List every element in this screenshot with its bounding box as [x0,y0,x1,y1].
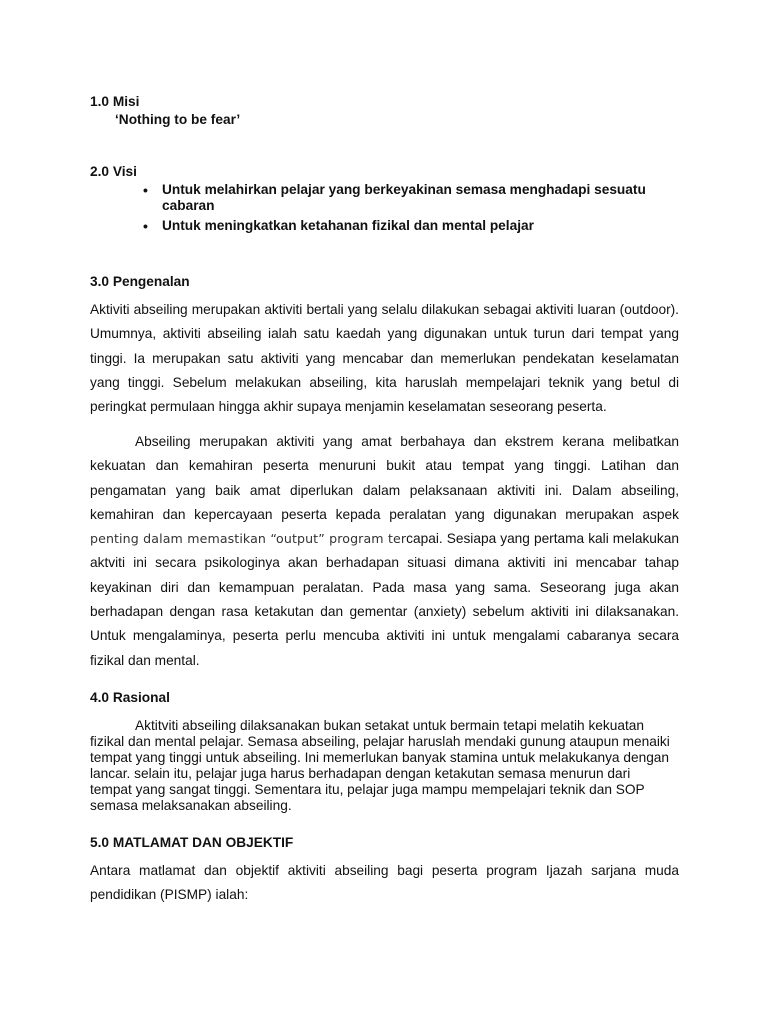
pengenalan-paragraph-2 [90,430,679,673]
section-heading-matlamat: 5.0 MATLAMAT DAN OBJEKTIF [90,835,294,850]
section-heading-visi: 2.0 Visi [90,164,137,179]
misi-text: ‘Nothing to be fear’ [115,112,241,127]
rasional-line: lancar. selain itu, pelajar juga harus berhadapan dengan ketakutan semasa menurun dari [90,766,631,782]
visi-bullet-1: Untuk melahirkan pelajar yang berkeyakinan semasa menghadapi sesuatu cabaran [162,182,646,213]
section-heading-rasional: 4.0 Rasional [90,690,170,705]
visi-bullet-2: Untuk meningkatkan ketahanan fizikal dan mental pelajar [162,218,534,233]
section-heading-pengenalan: 3.0 Pengenalan [90,274,190,289]
bullet-icon: • [143,218,148,234]
section-heading-misi: 1.0 Misi [90,94,140,109]
rasional-line: semasa melaksanakan abseiling. [90,798,292,814]
paragraph-2-part-c: capai. Sesiapa yang pertama kali melakukan aktviti ini secara psikologinya akan berhadapan situasi dimana aktiviti ini mencabar tahap keyakinan diri dan kemampuan peralatan. Pada masa yang sama. Seseorang juga akan berhadapan dengan rasa ketakutan dan gementar (anxiety) sebelum aktiviti ini dilaksanakan. Untuk mengalaminya, peserta perlu mencuba aktiviti ini untuk mengalami cabaranya secara fizikal dan mental. [90,531,679,668]
rasional-line: tempat yang tinggi untuk abseiling. Ini memerlukan banyak stamina untuk melakukanya dengan [90,750,670,766]
paragraph-2-part-a: Abseiling merupakan aktiviti yang amat berbahaya dan ekstrem kerana melibatkan kekuatan dan kemahiran peserta menuruni bukit atau tempat yang tinggi. Latihan dan pengamatan yang baik amat diperlukan dalam pelaksanaan aktiviti ini. Dalam abseiling, kemahiran dan kepercayaan peserta kepada peralatan yang digunakan merupakan aspek [90,434,679,522]
paragraph-2-pasted-fragment: penting dalam memastikan “output” program ter [90,531,407,547]
matlamat-paragraph: Antara matlamat dan objektif aktiviti abseiling bagi peserta program Ijazah sarjana muda pendidikan (PISMP) ialah: [90,863,679,903]
rasional-line: Aktitviti abseiling dilaksanakan bukan setakat untuk bermain tetapi melatih kekuatan [135,718,645,733]
rasional-paragraph [90,718,679,815]
rasional-line: tempat yang sangat tinggi. Sementara itu, pelajar juga mampu mempelajari teknik dan SOP [90,782,645,798]
bullet-icon: • [143,182,148,198]
rasional-line: fizikal dan mental pelajar. Semasa abseiling, pelajar haruslah mendaki gunung ataupun menaiki [90,734,670,750]
pengenalan-paragraph-1: Aktiviti abseiling merupakan aktiviti bertali yang selalu dilakukan sebagai aktiviti luaran (outdoor). Umumnya, aktiviti abseiling ialah satu kaedah yang digunakan untuk turun dari tempat yang tinggi. Ia merupakan satu aktiviti yang mencabar dan memerlukan pendekatan keselamatan yang tinggi. Sebelum melakukan abseiling, kita haruslah mempelajari teknik yang betul di peringkat permulaan hingga akhir supaya menjamin keselamatan seseorang peserta. [90,302,679,415]
